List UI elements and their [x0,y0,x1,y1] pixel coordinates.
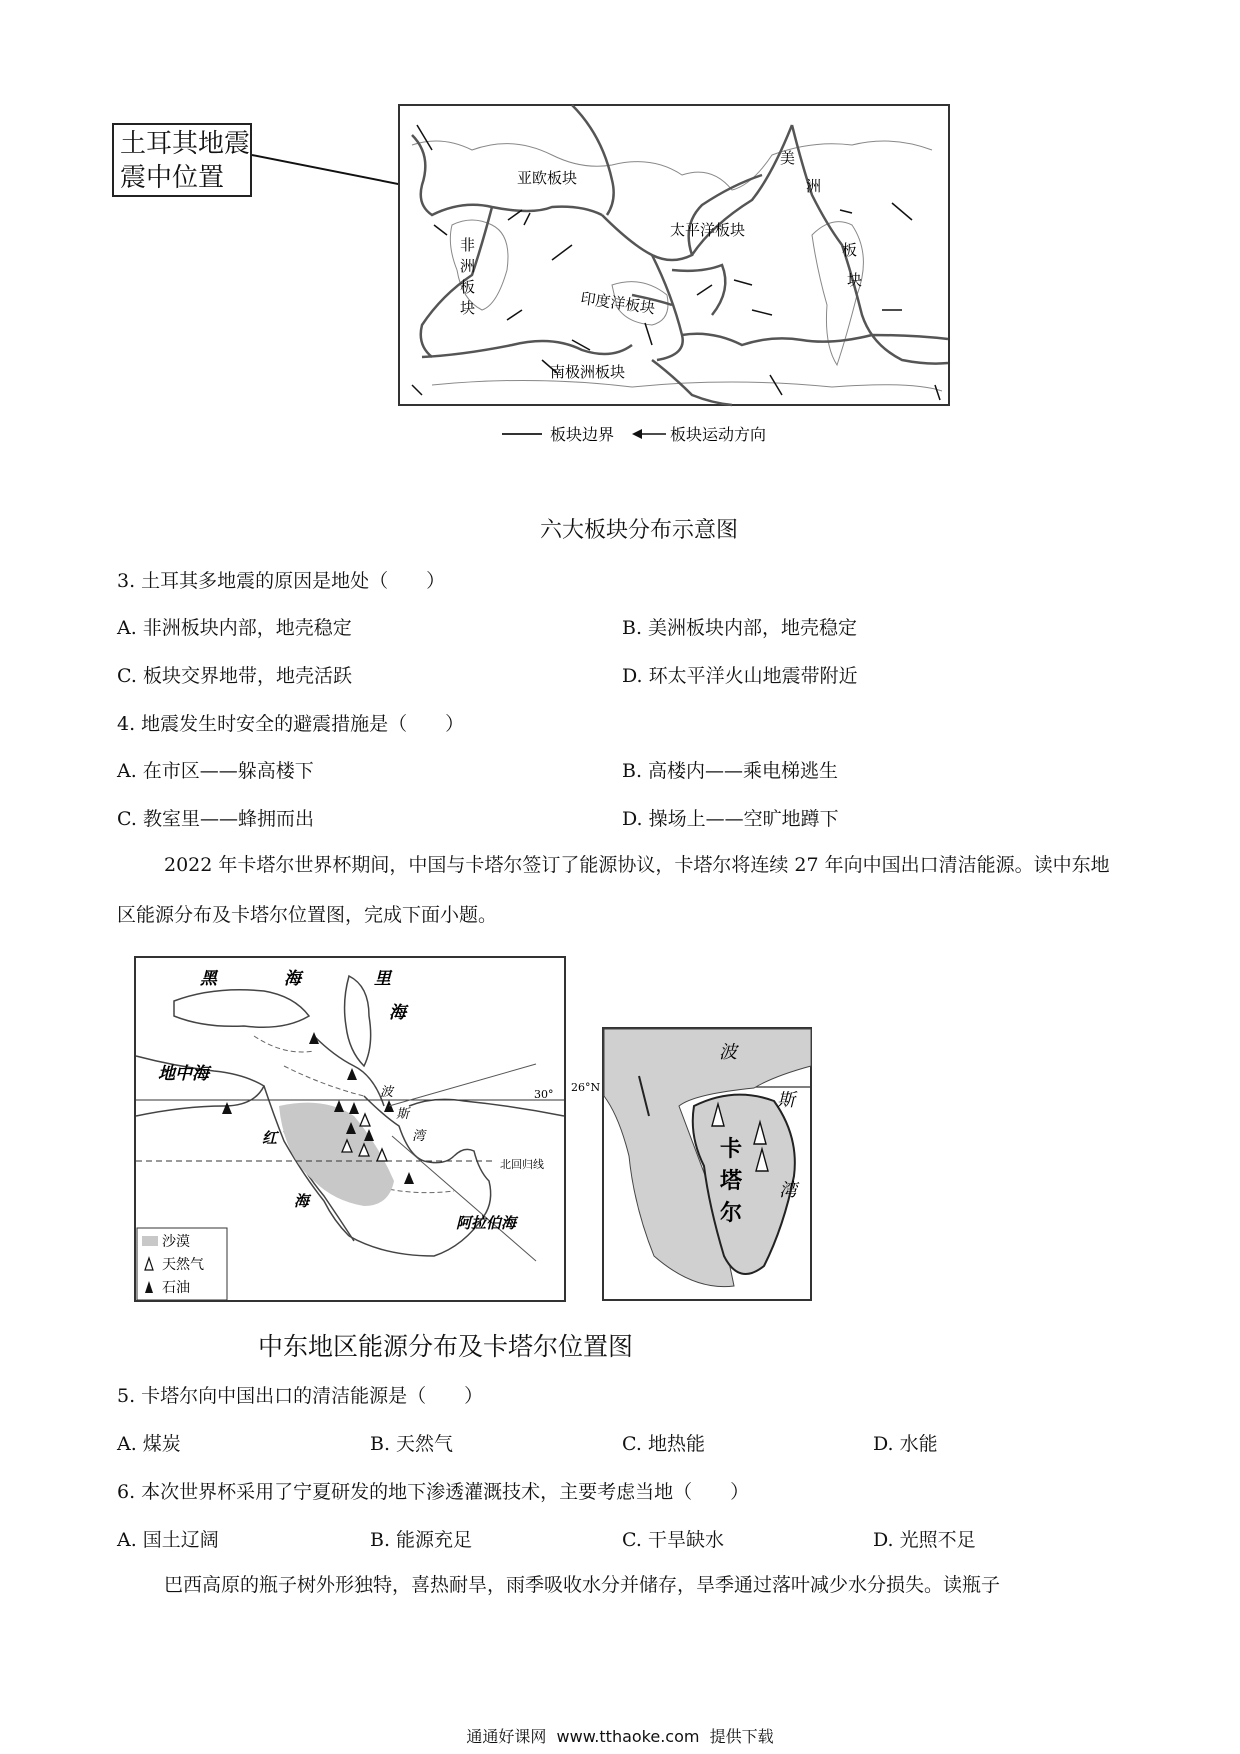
label-african-1: 非 [460,236,476,254]
label-red-sea-2: 海 [294,1192,310,1210]
legend-gas-text: 天然气 [162,1257,204,1273]
question-4-stem: 4. 地震发生时安全的避震措施是（ ） [117,713,465,735]
mideast-map-figure [134,956,814,1316]
mideast-map-caption: 中东地区能源分布及卡塔尔位置图 [258,1332,634,1361]
question-3-option-a[interactable]: A. 非洲板块内部，地壳稳定 [117,617,352,639]
label-american-3: 板 [842,241,858,259]
legend-arrow-head [632,429,642,439]
inset-label-bo: 波 [719,1042,737,1063]
question-5-option-a[interactable]: A. 煤炭 [117,1433,181,1455]
legend-direction-text: 板块运动方向 [670,425,767,444]
inset-label-wan: 湾 [779,1180,797,1201]
question-5-option-b[interactable]: B. 天然气 [370,1433,454,1455]
plate-map-figure [112,95,972,495]
question-5-option-d[interactable]: D. 水能 [873,1433,938,1455]
callout-line-2: 震中位置 [120,163,225,193]
label-caspian-2: 海 [389,1003,406,1023]
label-african-2: 洲 [460,257,476,275]
question-4-option-a[interactable]: A. 在市区——躲高楼下 [117,760,314,782]
mideast-map-svg [134,956,814,1316]
label-lat30: 30° [534,1088,554,1101]
label-lat26: 26°N [571,1081,601,1094]
legend-desert-text: 沙漠 [162,1234,190,1250]
label-american-4: 块 [847,271,863,289]
plate-map-frame [399,105,949,405]
label-pacific-plate: 太平洋板块 [670,221,746,239]
label-persian-2: 斯 [396,1107,410,1122]
page-footer: 通通好课网 www.tthaoke.com 提供下载 [466,1727,774,1746]
question-3-option-b[interactable]: B. 美洲板块内部，地壳稳定 [622,617,858,639]
question-4-option-d[interactable]: D. 操场上——空旷地蹲下 [622,808,839,830]
question-6-option-b[interactable]: B. 能源充足 [370,1529,473,1551]
question-6-option-c[interactable]: C. 干旱缺水 [622,1529,724,1551]
label-persian-3: 湾 [412,1129,426,1144]
label-arabian-sea: 阿拉伯海 [456,1214,517,1232]
legend-desert-swatch [142,1236,158,1246]
question-6-option-a[interactable]: A. 国土辽阔 [117,1529,219,1551]
inset-label-qatar-3: 尔 [720,1200,743,1226]
label-african-4: 块 [460,299,476,317]
label-black-sea-2: 海 [284,969,301,989]
legend-oil-text: 石油 [162,1280,190,1296]
label-american-2: 洲 [806,177,822,195]
qatar-passage: 2022 年卡塔尔世界杯期间，中国与卡塔尔签订了能源协议，卡塔尔将连续 27 年向中国出口清洁能源。读中东地区能源分布及卡塔尔位置图，完成下面小题。 [117,854,1110,926]
question-5-option-c[interactable]: C. 地热能 [622,1433,705,1455]
label-mediterranean: 地中海 [158,1064,209,1084]
question-3-option-d[interactable]: D. 环太平洋火山地震带附近 [622,665,858,687]
inset-label-qatar-2: 塔 [720,1168,743,1194]
legend-boundary-text: 板块边界 [550,425,615,444]
baobab-passage: 巴西高原的瓶子树外形独特，喜热耐旱，雨季吸收水分并储存，旱季通过落叶减少水分损失。读瓶子 [164,1574,1001,1596]
label-black-sea-1: 黑 [200,969,217,989]
question-5-stem: 5. 卡塔尔向中国出口的清洁能源是（ ） [117,1385,484,1407]
label-antarctic-plate: 南极洲板块 [550,363,626,381]
question-3-stem: 3. 土耳其多地震的原因是地处（ ） [117,570,446,592]
question-4-option-b[interactable]: B. 高楼内——乘电梯逃生 [622,760,839,782]
label-african-3: 板 [460,278,476,296]
plate-map-svg [112,95,972,495]
label-tropic: 北回归线 [500,1158,544,1171]
label-red-sea-1: 红 [262,1129,278,1147]
plate-map-caption: 六大板块分布示意图 [540,518,739,543]
callout-line-1: 土耳其地震 [120,129,251,159]
label-persian-1: 波 [380,1085,394,1100]
question-4-option-c[interactable]: C. 教室里——蜂拥而出 [117,808,314,830]
question-3-option-c[interactable]: C. 板块交界地带，地壳活跃 [117,665,352,687]
label-caspian-1: 里 [374,969,391,989]
label-eurasian-plate: 亚欧板块 [517,169,578,187]
inset-label-qatar-1: 卡 [720,1136,743,1162]
question-6-stem: 6. 本次世界杯采用了宁夏研发的地下渗透灌溉技术，主要考虑当地（ ） [117,1481,750,1503]
inset-label-si: 斯 [777,1090,795,1111]
label-american-1: 美 [780,149,796,167]
label-indian-plate: 印度洋板块 [579,289,657,318]
question-6-option-d[interactable]: D. 光照不足 [873,1529,976,1551]
